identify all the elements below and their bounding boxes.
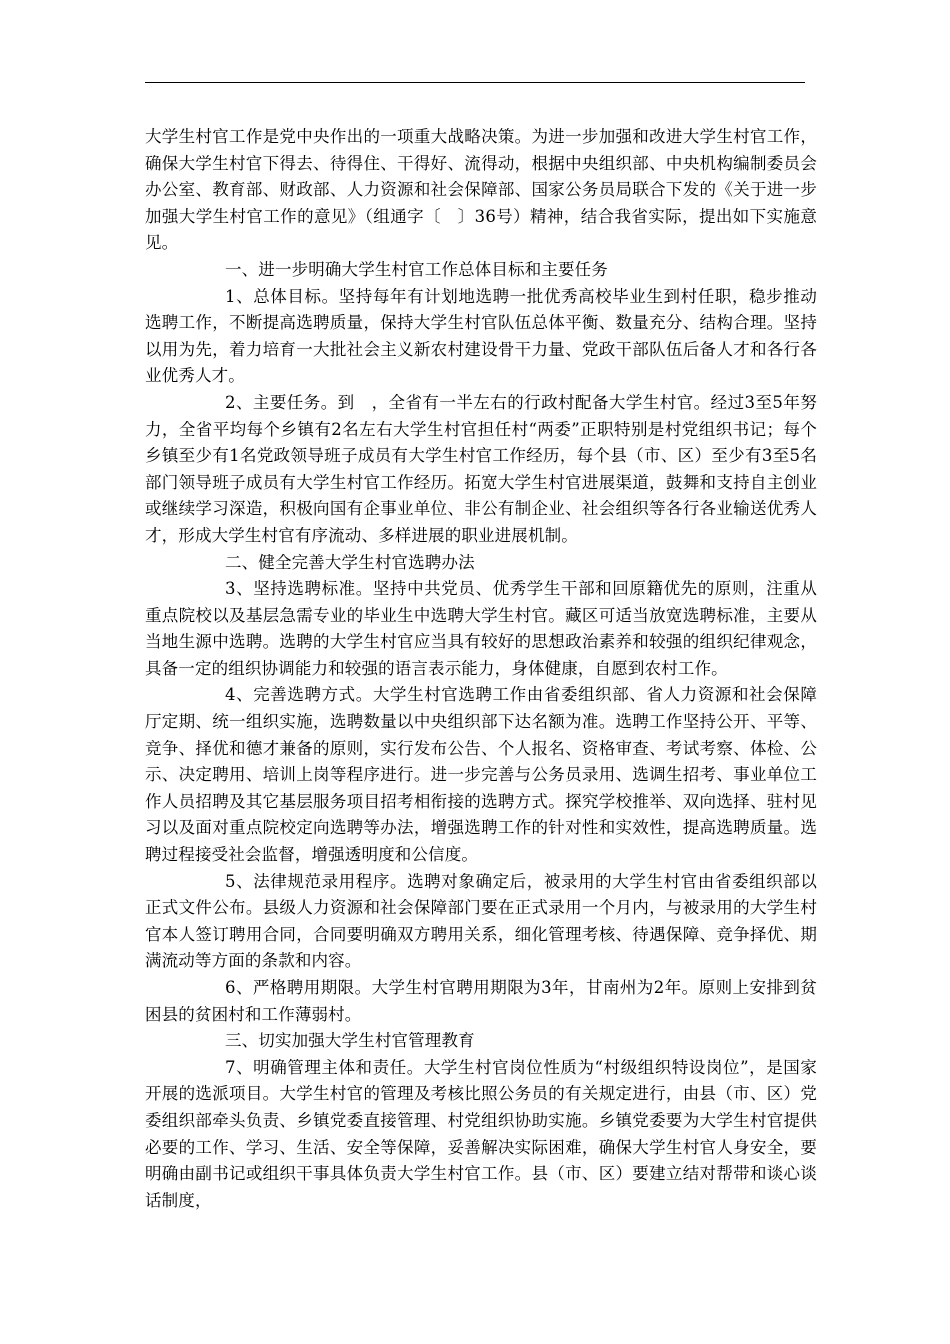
- paragraph-selection-standard: 3、坚持选聘标准。坚持中共党员、优秀学生干部和回原籍优先的原则，注重从重点院校以及基层急需专业的毕业生中选聘大学生村官。藏区可适当放宽选聘标准，主要从当地生源中选聘。选聘的大学生村官应当具有较好的思想政治素养和较强的组织纪律观念，具备一定的组织协调能力和较强的语言表示能力，身体健康，自愿到农村工作。: [145, 579, 817, 678]
- header-rule: [145, 82, 805, 83]
- section-heading-1: 一、进一步明确大学生村官工作总体目标和主要任务: [225, 259, 608, 279]
- section-heading-2: 二、健全完善大学生村官选聘办法: [225, 552, 475, 572]
- paragraph-overall-goal: 1、总体目标。坚持每年有计划地选聘一批优秀高校毕业生到村任职，稳步推动选聘工作，不断提高选聘质量，保持大学生村官队伍总体平衡、数量充分、结构合理。坚持以用为先，着力培育一大批社会主义新农村建设骨干力量、党政干部队伍后备人才和各行各业优秀人才。: [145, 286, 817, 386]
- paragraph-hiring-procedure: 5、法律规范录用程序。选聘对象确定后，被录用的大学生村官由省委组织部以正式文件公布。县级人力资源和社会保障部门要在正式录用一个月内，与被录用的大学生村官本人签订聘用合同，合同要明确双方聘用关系，细化管理考核、待遇保障、竞争择优、期满流动等方面的条款和内容。: [145, 871, 817, 971]
- paragraph-main-tasks: 2、主要任务。到 ，全省有一半左右的行政村配备大学生村官。经过3至5年努力，全省平均每个乡镇有2名左右大学生村官担任村“两委”正职特别是村党组织书记；每个乡镇至少有1名党政领导班子成员有大学生村官工作经历，每个县（市、区）至少有3至5名部门领导班子成员有大学生村官工作经历。拓宽大学生村官进展渠道，鼓舞和支持自主创业或继续学习深造，积极向国有企事业单位、非公有制企业、社会组织等各行各业输送优秀人才，形成大学生村官有序流动、多样进展的职业进展机制。: [145, 392, 817, 545]
- section-heading-3: 三、切实加强大学生村官管理教育: [225, 1031, 475, 1051]
- paragraph-selection-method: 4、完善选聘方式。大学生村官选聘工作由省委组织部、省人力资源和社会保障厅定期、统一组织实施，选聘数量以中央组织部下达名额为准。选聘工作坚持公开、平等、竞争、择优和德才兼备的原则，实行发布公告、个人报名、资格审查、考试考察、体检、公示、决定聘用、培训上岗等程序进行。进一步完善与公务员录用、选调生招考、事业单位工作人员招聘及其它基层服务项目招考相衔接的选聘方式。探究学校推举、双向选择、驻村见习以及面对重点院校定向选聘等办法，增强选聘工作的针对性和实效性，提高选聘质量。选聘过程接受社会监督，增强透明度和公信度。: [145, 685, 817, 865]
- intro-paragraph: 大学生村官工作是党中央作出的一项重大战略决策。为进一步加强和改进大学生村官工作，确保大学生村官下得去、待得住、干得好、流得动，根据中央组织部、中央机构编制委员会办公室、教育部、财政部、人力资源和社会保障部、国家公务员局联合下发的《关于进一步加强大学生村官工作的意见》（组通字〔 〕36号）精神，结合我省实际，提出如下实施意见。: [145, 127, 817, 253]
- paragraph-management-responsibility: 7、明确管理主体和责任。大学生村官岗位性质为“村级组织特设岗位”，是国家开展的选派项目。大学生村官的管理及考核比照公务员的有关规定进行，由县（市、区）党委组织部牵头负责、乡镇党委直接管理、村党组织协助实施。乡镇党委要为大学生村官提供必要的工作、学习、生活、安全等保障，妥善解决实际困难，确保大学生村官人身安全，要明确由副书记或组织干事具体负责大学生村官工作。县（市、区）要建立结对帮带和谈心谈话制度，: [145, 1057, 817, 1210]
- document-body: [145, 124, 817, 1214]
- paragraph-employment-term: 6、严格聘用期限。大学生村官聘用期限为3年，甘南州为2年。原则上安排到贫困县的贫困村和工作薄弱村。: [145, 978, 817, 1024]
